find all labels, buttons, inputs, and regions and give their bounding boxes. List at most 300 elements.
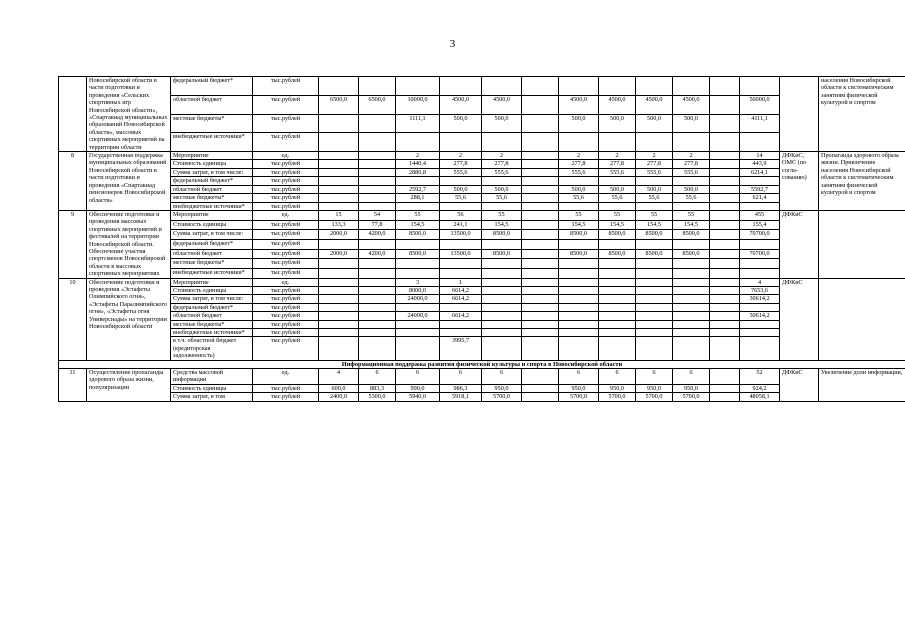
value-cell xyxy=(740,239,780,249)
value-cell: 4500,0 xyxy=(559,95,599,114)
indicator-cell: федеральный бюджет* xyxy=(171,177,253,185)
unit-cell: тыс.рублей xyxy=(253,185,319,193)
row-number: 9 xyxy=(59,210,87,278)
value-cell xyxy=(522,320,559,328)
value-cell: 2 xyxy=(440,152,482,160)
value-cell: 55 xyxy=(396,210,440,220)
value-cell: 70700,0 xyxy=(740,230,780,240)
value-cell: 5300,0 xyxy=(359,393,396,401)
value-cell: 600,0 xyxy=(319,384,359,392)
unit-cell: тыс.рублей xyxy=(253,230,319,240)
value-cell: 555,6 xyxy=(440,168,482,176)
result-cell: Увеличение доли информации, xyxy=(819,369,905,402)
value-cell: 4200,0 xyxy=(359,249,396,259)
value-cell xyxy=(522,168,559,176)
value-cell xyxy=(710,295,740,303)
table-row xyxy=(59,369,905,385)
value-cell xyxy=(359,185,396,193)
table-row xyxy=(59,220,905,230)
value-cell: 6 xyxy=(482,369,522,385)
value-cell: 8500,0 xyxy=(636,249,673,259)
value-cell xyxy=(710,168,740,176)
value-cell xyxy=(319,329,359,337)
value-cell: 3 xyxy=(396,278,440,286)
value-cell xyxy=(599,320,636,328)
value-cell: 8500,0 xyxy=(396,249,440,259)
value-cell: 1440,4 xyxy=(396,160,440,168)
value-cell xyxy=(359,77,396,96)
value-cell: 52 xyxy=(740,369,780,385)
table-row xyxy=(59,303,905,311)
value-cell xyxy=(522,337,559,360)
table-row xyxy=(59,239,905,249)
value-cell: 500,0 xyxy=(599,114,636,133)
value-cell: 55,6 xyxy=(599,194,636,202)
value-cell xyxy=(319,133,359,152)
value-cell xyxy=(396,177,440,185)
value-cell xyxy=(396,202,440,210)
value-cell xyxy=(440,320,482,328)
value-cell xyxy=(440,329,482,337)
value-cell xyxy=(710,220,740,230)
value-cell: 500,0 xyxy=(482,185,522,193)
value-cell xyxy=(319,202,359,210)
value-cell xyxy=(319,259,359,269)
value-cell: 50000,0 xyxy=(740,95,780,114)
value-cell xyxy=(319,114,359,133)
value-cell xyxy=(673,77,710,96)
value-cell: 13500,0 xyxy=(440,249,482,259)
indicator-cell: Мероприятие xyxy=(171,152,253,160)
indicator-cell: местные бюджеты* xyxy=(171,114,253,133)
value-cell: 277,8 xyxy=(636,160,673,168)
value-cell xyxy=(359,303,396,311)
section-title: Информационная поддержка развития физической культуры и спорта в Новосибирской области xyxy=(59,360,905,368)
value-cell xyxy=(482,320,522,328)
table-row xyxy=(59,384,905,392)
value-cell xyxy=(319,239,359,249)
value-cell: 8500,0 xyxy=(482,230,522,240)
value-cell: 6614,2 xyxy=(440,295,482,303)
value-cell xyxy=(559,268,599,278)
value-cell: 2 xyxy=(559,152,599,160)
value-cell xyxy=(319,160,359,168)
value-cell xyxy=(599,286,636,294)
value-cell xyxy=(559,320,599,328)
indicator-cell: внебюджетные источники* xyxy=(171,268,253,278)
indicator-cell: федеральный бюджет* xyxy=(171,77,253,96)
value-cell: 55 xyxy=(559,210,599,220)
value-cell: 24000,0 xyxy=(396,312,440,320)
value-cell xyxy=(396,303,440,311)
value-cell xyxy=(522,185,559,193)
unit-cell: тыс.рублей xyxy=(253,177,319,185)
value-cell xyxy=(559,286,599,294)
unit-cell: тыс.рублей xyxy=(253,320,319,328)
table-body xyxy=(59,77,905,402)
value-cell: 5592,7 xyxy=(740,185,780,193)
activity-name: Обеспечение подготовки и проведения «Эстафеты Олимпийского огня», «Эстафеты Паралимпийского огня», «Эстафеты огня Универсиады» на территории Новосибирской области xyxy=(87,278,171,360)
unit-cell: тыс.рублей xyxy=(253,249,319,259)
value-cell xyxy=(319,77,359,96)
indicator-cell: областной бюджет xyxy=(171,185,253,193)
value-cell xyxy=(710,303,740,311)
value-cell xyxy=(319,303,359,311)
value-cell xyxy=(710,239,740,249)
value-cell xyxy=(359,152,396,160)
value-cell: 500,0 xyxy=(482,114,522,133)
indicator-cell: Сумма затрат, в том числе: xyxy=(171,230,253,240)
unit-cell: тыс.рублей xyxy=(253,95,319,114)
value-cell: 555,6 xyxy=(559,168,599,176)
value-cell xyxy=(710,249,740,259)
value-cell xyxy=(673,329,710,337)
value-cell xyxy=(673,133,710,152)
value-cell: 6 xyxy=(599,369,636,385)
value-cell xyxy=(440,303,482,311)
value-cell xyxy=(359,329,396,337)
value-cell: 4500,0 xyxy=(440,95,482,114)
value-cell: 48058,1 xyxy=(740,393,780,401)
table-row xyxy=(59,329,905,337)
unit-cell: тыс.рублей xyxy=(253,259,319,269)
value-cell: 8500,0 xyxy=(599,249,636,259)
value-cell xyxy=(710,230,740,240)
unit-cell: тыс.рублей xyxy=(253,133,319,152)
value-cell xyxy=(522,259,559,269)
value-cell xyxy=(522,114,559,133)
value-cell xyxy=(482,133,522,152)
value-cell: 950,0 xyxy=(482,384,522,392)
value-cell: 77,8 xyxy=(359,220,396,230)
unit-cell: тыс.рублей xyxy=(253,168,319,176)
value-cell xyxy=(522,152,559,160)
value-cell: 443,9 xyxy=(740,160,780,168)
value-cell xyxy=(636,177,673,185)
program-activities-table xyxy=(58,76,905,402)
value-cell: 3995,7 xyxy=(440,337,482,360)
executor-cell: ДФКиС xyxy=(780,210,819,278)
value-cell xyxy=(396,77,440,96)
value-cell: 950,0 xyxy=(636,384,673,392)
value-cell: 455 xyxy=(740,210,780,220)
value-cell: 4 xyxy=(319,369,359,385)
executor-cell: ДФКиС, ОМС (по согла-сованию) xyxy=(780,152,819,211)
value-cell xyxy=(482,278,522,286)
value-cell xyxy=(559,239,599,249)
value-cell xyxy=(440,268,482,278)
value-cell xyxy=(440,202,482,210)
executor-cell xyxy=(780,77,819,152)
value-cell: 154,5 xyxy=(636,220,673,230)
value-cell xyxy=(599,295,636,303)
value-cell: 500,0 xyxy=(440,185,482,193)
indicator-cell: внебюджетные источники* xyxy=(171,133,253,152)
value-cell: 241,1 xyxy=(440,220,482,230)
value-cell xyxy=(740,177,780,185)
value-cell xyxy=(319,268,359,278)
value-cell: 13500,0 xyxy=(440,230,482,240)
value-cell: 2000,0 xyxy=(319,249,359,259)
activity-name: Осуществление пропаганды здорового образа жизни, популяризации xyxy=(87,369,171,402)
value-cell: 2 xyxy=(599,152,636,160)
value-cell: 4500,0 xyxy=(636,95,673,114)
result-cell: Пропаганда здорового образа жизни. Привлечение населения Новосибирской области к систематическим занятиям физической культурой и спортом xyxy=(819,152,905,211)
table-row xyxy=(59,268,905,278)
value-cell: 6500,0 xyxy=(319,95,359,114)
value-cell: 2 xyxy=(482,152,522,160)
unit-cell: тыс.рублей xyxy=(253,194,319,202)
value-cell xyxy=(710,320,740,328)
value-cell xyxy=(319,286,359,294)
executor-cell: ДФКиС xyxy=(780,278,819,360)
value-cell xyxy=(559,337,599,360)
value-cell: 950,0 xyxy=(559,384,599,392)
unit-cell: тыс.рублей xyxy=(253,295,319,303)
value-cell xyxy=(482,268,522,278)
value-cell: 621,4 xyxy=(740,194,780,202)
value-cell xyxy=(559,133,599,152)
value-cell xyxy=(636,278,673,286)
indicator-cell: федеральный бюджет* xyxy=(171,239,253,249)
value-cell xyxy=(710,259,740,269)
value-cell xyxy=(482,337,522,360)
value-cell xyxy=(440,239,482,249)
unit-cell: тыс.рублей xyxy=(253,160,319,168)
value-cell xyxy=(319,152,359,160)
value-cell xyxy=(710,177,740,185)
value-cell xyxy=(599,268,636,278)
value-cell xyxy=(673,320,710,328)
indicator-cell: Стоимость единицы xyxy=(171,220,253,230)
value-cell: 500,0 xyxy=(440,114,482,133)
value-cell: 500,0 xyxy=(673,114,710,133)
value-cell xyxy=(636,295,673,303)
value-cell xyxy=(359,133,396,152)
value-cell: 500,0 xyxy=(599,185,636,193)
value-cell: 5700,0 xyxy=(482,393,522,401)
value-cell xyxy=(522,177,559,185)
value-cell xyxy=(522,369,559,385)
value-cell xyxy=(599,329,636,337)
value-cell xyxy=(522,77,559,96)
table-row xyxy=(59,249,905,259)
value-cell xyxy=(710,337,740,360)
value-cell xyxy=(522,384,559,392)
value-cell: 8500,0 xyxy=(636,230,673,240)
value-cell: 555,6 xyxy=(636,168,673,176)
value-cell xyxy=(710,312,740,320)
unit-cell: ед. xyxy=(253,152,319,160)
value-cell: 4500,0 xyxy=(599,95,636,114)
value-cell xyxy=(359,194,396,202)
activity-name: Обеспечение подготовки и проведения массовых спортивных мероприятий и фестивалей на территории Новосибирской области. Обеспечение участия спортсменов Новосибирской области в массовых спортивных мероприятиях xyxy=(87,210,171,278)
value-cell: 8500,0 xyxy=(559,249,599,259)
value-cell xyxy=(710,95,740,114)
value-cell: 7653,6 xyxy=(740,286,780,294)
value-cell: 1 xyxy=(440,278,482,286)
value-cell xyxy=(710,286,740,294)
value-cell: 4 xyxy=(740,278,780,286)
value-cell: 8500,0 xyxy=(396,230,440,240)
value-cell xyxy=(522,268,559,278)
value-cell xyxy=(522,133,559,152)
value-cell xyxy=(482,239,522,249)
table-row xyxy=(59,202,905,210)
indicator-cell: областной бюджет xyxy=(171,95,253,114)
unit-cell: тыс.рублей xyxy=(253,384,319,392)
value-cell xyxy=(740,259,780,269)
value-cell: 8000,0 xyxy=(396,286,440,294)
value-cell: 6214,1 xyxy=(740,168,780,176)
value-cell xyxy=(319,295,359,303)
value-cell: 500,0 xyxy=(636,185,673,193)
row-number: 10 xyxy=(59,278,87,360)
unit-cell: тыс.рублей xyxy=(253,312,319,320)
unit-cell: тыс.рублей xyxy=(253,337,319,360)
result-cell: населения Новосибирской области к систематическим занятиям физической культурой и спортом xyxy=(819,77,905,152)
value-cell: 5918,1 xyxy=(440,393,482,401)
value-cell: 154,5 xyxy=(482,220,522,230)
value-cell xyxy=(710,369,740,385)
value-cell xyxy=(673,337,710,360)
value-cell: 2 xyxy=(396,152,440,160)
value-cell: 2400,0 xyxy=(319,393,359,401)
value-cell xyxy=(359,168,396,176)
table-row xyxy=(59,210,905,220)
value-cell xyxy=(319,320,359,328)
value-cell xyxy=(636,337,673,360)
table-row xyxy=(59,168,905,176)
table-row xyxy=(59,194,905,202)
value-cell xyxy=(359,259,396,269)
indicator-cell: местные бюджеты* xyxy=(171,320,253,328)
table-row xyxy=(59,259,905,269)
value-cell xyxy=(522,239,559,249)
value-cell xyxy=(559,202,599,210)
value-cell: 4500,0 xyxy=(673,95,710,114)
value-cell xyxy=(559,177,599,185)
row-number: 11 xyxy=(59,369,87,402)
value-cell: 5700,0 xyxy=(636,393,673,401)
value-cell xyxy=(482,329,522,337)
value-cell xyxy=(710,114,740,133)
value-cell: 54 xyxy=(359,210,396,220)
value-cell xyxy=(636,303,673,311)
value-cell xyxy=(710,393,740,401)
value-cell xyxy=(522,312,559,320)
page-number: 3 xyxy=(449,38,456,50)
value-cell: 154,5 xyxy=(673,220,710,230)
value-cell: 277,8 xyxy=(482,160,522,168)
indicator-cell: внебюджетные источники* xyxy=(171,329,253,337)
value-cell xyxy=(522,286,559,294)
value-cell: 4500,0 xyxy=(482,95,522,114)
value-cell: 24000,0 xyxy=(396,295,440,303)
indicator-cell: в т.ч. областной бюджет (кредиторская задолженность) xyxy=(171,337,253,360)
value-cell: 500,0 xyxy=(673,185,710,193)
value-cell: 6500,0 xyxy=(359,95,396,114)
value-cell xyxy=(359,320,396,328)
value-cell xyxy=(522,278,559,286)
value-cell xyxy=(599,177,636,185)
value-cell: 8500,0 xyxy=(482,249,522,259)
value-cell xyxy=(673,239,710,249)
indicator-cell: местные бюджеты* xyxy=(171,259,253,269)
value-cell xyxy=(636,268,673,278)
table-row xyxy=(59,278,905,286)
section-header-row xyxy=(59,360,905,368)
table-row xyxy=(59,286,905,294)
value-cell xyxy=(710,77,740,96)
value-cell: 277,8 xyxy=(599,160,636,168)
value-cell xyxy=(396,320,440,328)
value-cell xyxy=(673,177,710,185)
indicator-cell: областной бюджет xyxy=(171,312,253,320)
executor-cell: ДФКиС xyxy=(780,369,819,402)
value-cell xyxy=(319,194,359,202)
value-cell: 2880,8 xyxy=(396,168,440,176)
value-cell xyxy=(359,202,396,210)
value-cell xyxy=(396,268,440,278)
value-cell: 500,0 xyxy=(636,114,673,133)
row-number: 8 xyxy=(59,152,87,211)
value-cell xyxy=(599,337,636,360)
value-cell xyxy=(636,202,673,210)
indicator-cell: Сумма затрат, в том числе: xyxy=(171,168,253,176)
value-cell xyxy=(396,133,440,152)
activity-name: Государственная поддержка муниципальных образований Новосибирской области в части подготовки и проведения «Спартакиад пенсионеров Новосибирской области» xyxy=(87,152,171,211)
indicator-cell: местные бюджеты* xyxy=(171,194,253,202)
value-cell: 924,2 xyxy=(740,384,780,392)
value-cell: 4200,0 xyxy=(359,230,396,240)
table-row xyxy=(59,114,905,133)
unit-cell: тыс.рублей xyxy=(253,202,319,210)
value-cell: 986,3 xyxy=(440,384,482,392)
value-cell xyxy=(359,268,396,278)
value-cell: 555,6 xyxy=(673,168,710,176)
value-cell xyxy=(319,337,359,360)
value-cell: 277,8 xyxy=(673,160,710,168)
value-cell xyxy=(522,220,559,230)
table-row xyxy=(59,295,905,303)
table-row xyxy=(59,77,905,96)
value-cell xyxy=(522,210,559,220)
activity-name: Новосибирской области в части подготовки и проведения «Сельских спортивных игр Новосибирской области», «Спартакиад муниципальных образований Новосибирской области», массовых спортивных мероприятий на территории области xyxy=(87,77,171,152)
value-cell xyxy=(636,320,673,328)
value-cell xyxy=(710,202,740,210)
value-cell xyxy=(482,259,522,269)
value-cell: 154,5 xyxy=(396,220,440,230)
table-row xyxy=(59,185,905,193)
value-cell: 288,1 xyxy=(396,194,440,202)
value-cell: 6614,2 xyxy=(440,286,482,294)
value-cell xyxy=(740,303,780,311)
value-cell: 2 xyxy=(673,152,710,160)
unit-cell: тыс.рублей xyxy=(253,114,319,133)
value-cell xyxy=(740,329,780,337)
value-cell xyxy=(599,259,636,269)
unit-cell: тыс.рублей xyxy=(253,286,319,294)
value-cell xyxy=(522,295,559,303)
value-cell: 5700,0 xyxy=(559,393,599,401)
value-cell xyxy=(636,259,673,269)
value-cell: 500,0 xyxy=(559,114,599,133)
value-cell xyxy=(482,177,522,185)
unit-cell: тыс.рублей xyxy=(253,329,319,337)
value-cell: 30614,2 xyxy=(740,295,780,303)
value-cell xyxy=(522,393,559,401)
